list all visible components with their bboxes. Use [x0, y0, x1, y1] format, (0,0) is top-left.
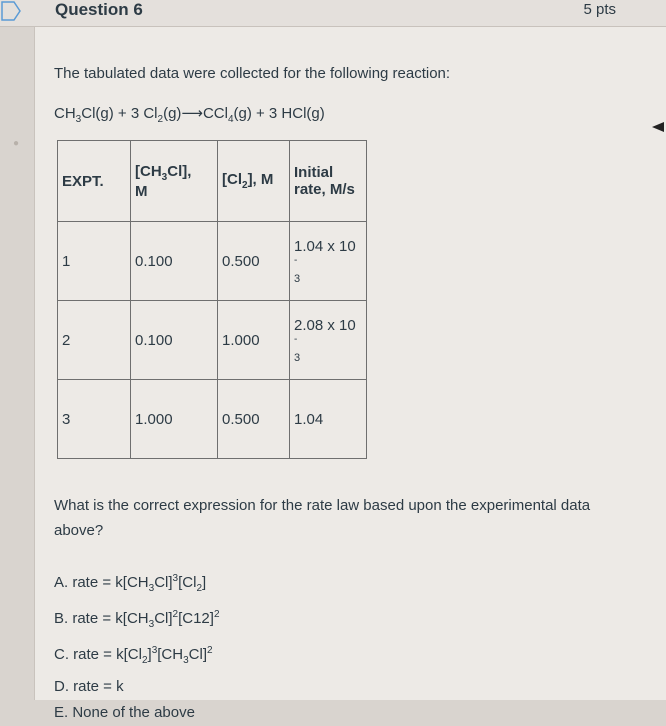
choice-e[interactable]: E. None of the above	[54, 704, 195, 721]
answer-choices	[54, 566, 220, 726]
choice-d[interactable]: D. rate = k	[54, 678, 124, 695]
question-header	[0, 0, 666, 27]
side-marker-icon: ●	[13, 138, 20, 149]
cell-expt: 2	[58, 301, 131, 380]
reaction-equation: $CH_3Cl(g) + 3$ $Cl_2(g)⟶CCl_4(g) + 3$ HCl(g)	[54, 105, 325, 125]
cell-expt: 3	[58, 380, 131, 459]
header-expt: EXPT.	[58, 141, 131, 222]
header-ch3cl: $[CH_3Cl]$, M	[131, 141, 218, 222]
choice-a[interactable]: A. rate = $k[CH_3Cl]^3[Cl_2]$	[54, 573, 207, 594]
flag-question-icon[interactable]	[0, 0, 24, 22]
mouse-cursor-icon	[652, 122, 664, 132]
intro-text: The tabulated data were collected for the following reaction:	[54, 65, 451, 82]
cell-ch3cl: 0.100	[131, 222, 218, 301]
table-row	[58, 222, 367, 301]
choice-b[interactable]: B. rate = $k[CH_3Cl]^2[C12]^2$	[54, 609, 220, 630]
cell-ch3cl: 0.100	[131, 301, 218, 380]
rate-data-table	[57, 140, 367, 459]
header-cl2: $[Cl_2]$, M	[218, 141, 290, 222]
cell-cl2: 0.500	[218, 380, 290, 459]
cell-expt: 1	[58, 222, 131, 301]
cell-rate: 1.04 x 10 - 3	[290, 222, 367, 301]
question-points: 5 pts	[583, 1, 616, 18]
question-text: What is the correct expression for the rate law based upon the experimental data above?	[54, 497, 591, 539]
table-row	[58, 380, 367, 459]
cell-cl2: 1.000	[218, 301, 290, 380]
cell-rate: 1.04	[290, 380, 367, 459]
choice-c[interactable]: C. rate = $k[Cl_2]^3[CH_3Cl]^2$	[54, 645, 213, 666]
cell-ch3cl: 1.000	[131, 380, 218, 459]
table-row	[58, 301, 367, 380]
cell-cl2: 0.500	[218, 222, 290, 301]
table-header-row	[58, 141, 367, 222]
header-rate: Initial rate, M/s	[290, 141, 367, 222]
cell-rate: 2.08 x 10 - 3	[290, 301, 367, 380]
question-title: Question 6	[55, 0, 143, 19]
